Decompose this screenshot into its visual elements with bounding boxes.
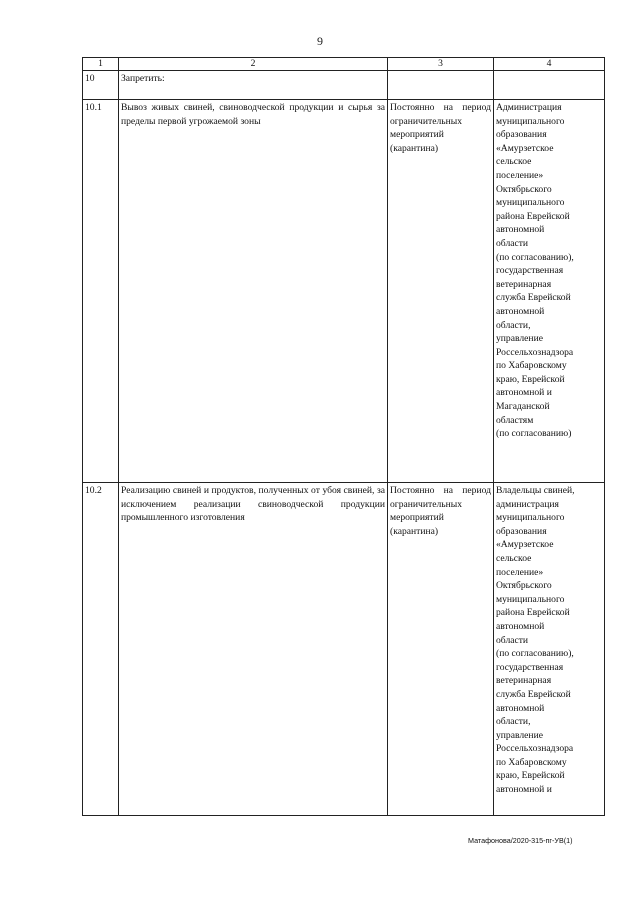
- responsible-line: управление: [496, 729, 543, 741]
- term-text: Постоянно на период ограничительных мероприятий (карантина): [388, 483, 494, 816]
- responsible-line: области,: [496, 319, 531, 331]
- responsible-line: государственная: [496, 661, 564, 673]
- responsible-line: по Хабаровскому: [496, 756, 567, 768]
- responsible-line: поселение»: [496, 169, 544, 181]
- row-number: 10.2: [83, 483, 119, 816]
- responsible-line: муниципального: [496, 115, 565, 127]
- responsible-line: автономной: [496, 305, 545, 317]
- responsible-line: Октябрьского: [496, 580, 552, 592]
- responsible-line: сельское: [496, 552, 532, 564]
- column-number-4: 4: [494, 58, 605, 71]
- table-row: [83, 100, 605, 483]
- responsible-line: областям: [496, 414, 534, 426]
- responsible-line: сельское: [496, 156, 532, 168]
- responsible-line: (по согласованию): [496, 428, 572, 440]
- responsible-line: района Еврейской: [496, 210, 570, 222]
- responsible-line: муниципального: [496, 512, 565, 524]
- responsible-line: Россельхознадзора: [496, 743, 574, 755]
- responsible-line: образования: [496, 525, 547, 537]
- responsible-line: района Еврейской: [496, 607, 570, 619]
- responsible-line: (по согласованию),: [496, 648, 574, 660]
- responsible-line: служба Еврейской: [496, 688, 571, 700]
- measures-table: [82, 57, 605, 816]
- responsible-line: поселение»: [496, 566, 544, 578]
- responsible-line: муниципального: [496, 197, 565, 209]
- term-text: Постоянно на период ограничительных мероприятий (карантина): [388, 100, 494, 483]
- section-title: Запретить:: [119, 71, 388, 100]
- measure-text: Вывоз живых свиней, свиноводческой продукции и сырья за пределы первой угрожаемой зоны: [119, 100, 388, 483]
- section-number: 10: [83, 71, 119, 100]
- responsible-line: Владельцы свиней,: [496, 485, 575, 496]
- responsible-text: [494, 483, 605, 816]
- measure-text: Реализацию свиней и продуктов, полученных от убоя свиней, за исключением реализации свиноводческой продукции промышленного изготовления: [119, 483, 388, 816]
- responsible-line: ветеринарная: [496, 675, 552, 687]
- responsible-line: автономной и: [496, 387, 552, 399]
- responsible-line: автономной: [496, 702, 545, 714]
- row-number: 10.1: [83, 100, 119, 483]
- responsible-line: Октябрьского: [496, 183, 552, 195]
- section-empty-cell: [494, 71, 605, 100]
- page-number: 9: [317, 34, 323, 48]
- table-row: [83, 483, 605, 816]
- responsible-line: области: [496, 237, 529, 249]
- responsible-line: «Амурзетское: [496, 142, 554, 154]
- responsible-text: [494, 100, 605, 483]
- responsible-line: автономной: [496, 224, 545, 236]
- responsible-line: государственная: [496, 265, 564, 277]
- column-number-1: 1: [83, 58, 119, 71]
- responsible-line: краю, Еврейской: [496, 770, 565, 782]
- responsible-line: автономной и: [496, 784, 552, 796]
- responsible-line: краю, Еврейской: [496, 373, 565, 385]
- column-number-row: [83, 58, 605, 71]
- responsible-line: образования: [496, 129, 547, 141]
- column-number-2: 2: [119, 58, 388, 71]
- document-code: Матафонова/2020-315-пг-УВ(1): [468, 836, 573, 845]
- responsible-line: администрация: [496, 498, 559, 510]
- responsible-line: по Хабаровскому: [496, 360, 567, 372]
- responsible-line: Администрация: [496, 102, 562, 113]
- responsible-line: (по согласованию),: [496, 251, 574, 263]
- responsible-line: автономной: [496, 620, 545, 632]
- responsible-line: ветеринарная: [496, 278, 552, 290]
- section-empty-cell: [388, 71, 494, 100]
- responsible-line: Магаданской: [496, 401, 550, 413]
- responsible-line: управление: [496, 333, 543, 345]
- responsible-line: служба Еврейской: [496, 292, 571, 304]
- responsible-line: области,: [496, 716, 531, 728]
- responsible-line: области: [496, 634, 529, 646]
- column-number-3: 3: [388, 58, 494, 71]
- section-row: [83, 71, 605, 100]
- responsible-line: Россельхознадзора: [496, 346, 574, 358]
- responsible-line: муниципального: [496, 593, 565, 605]
- responsible-line: «Амурзетское: [496, 539, 554, 551]
